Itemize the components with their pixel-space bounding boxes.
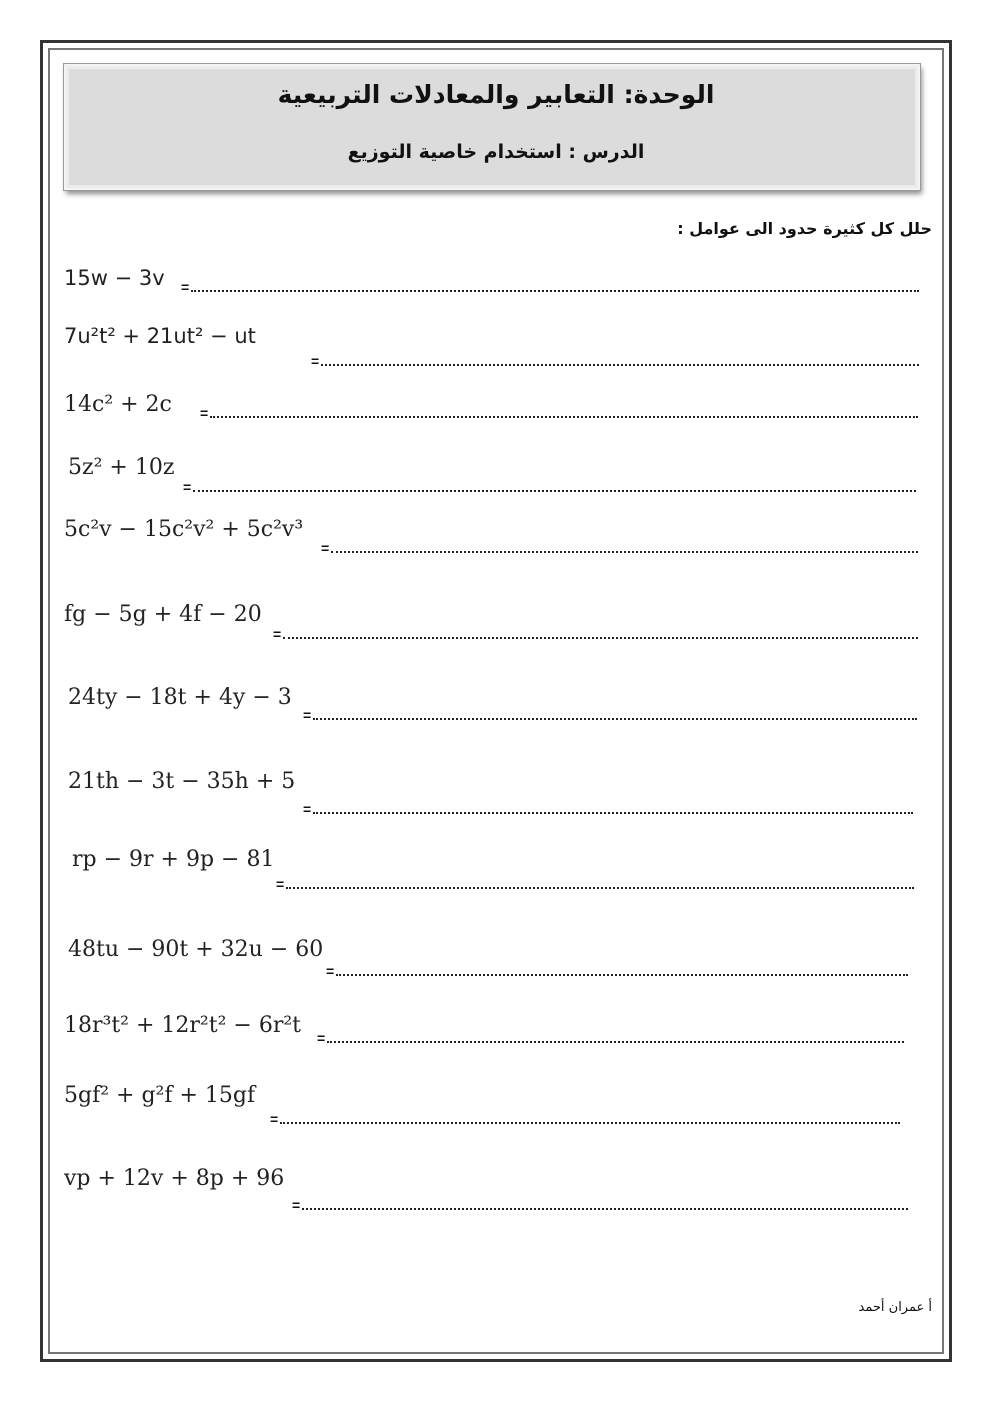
exercise-10-expression: 48tu − 90t + 32u − 60 bbox=[68, 937, 324, 962]
dotted-line bbox=[210, 416, 918, 418]
exercise-9-expression: rp − 9r + 9p − 81 bbox=[72, 847, 275, 872]
dotted-line bbox=[313, 718, 917, 720]
author-name: أ عمران أحمد bbox=[858, 1300, 932, 1315]
exercise-9-answer-line[interactable] bbox=[276, 873, 914, 895]
dotted-line bbox=[327, 1041, 904, 1043]
exercise-13-answer-line[interactable] bbox=[292, 1194, 908, 1216]
equals-sign: = bbox=[317, 1030, 326, 1046]
equals-sign: = bbox=[276, 876, 285, 892]
exercise-4-expression: 5z² + 10z bbox=[68, 455, 175, 480]
exercise-6-answer-line[interactable] bbox=[273, 623, 918, 645]
equals-sign: = bbox=[200, 405, 209, 421]
equals-sign: = bbox=[270, 1111, 279, 1127]
equals-sign: = bbox=[326, 963, 335, 979]
dotted-line bbox=[302, 1208, 908, 1210]
equals-sign: = bbox=[321, 540, 330, 556]
dotted-line bbox=[191, 290, 919, 292]
exercise-6-expression: fg − 5g + 4f − 20 bbox=[64, 602, 262, 627]
equals-sign: = bbox=[183, 479, 192, 495]
exercise-10-answer-line[interactable] bbox=[326, 960, 908, 982]
dotted-line bbox=[280, 1122, 900, 1124]
exercise-12-expression: 5gf² + g²f + 15gf bbox=[64, 1083, 256, 1108]
dotted-line bbox=[336, 974, 908, 976]
exercise-1-answer-line[interactable] bbox=[181, 276, 919, 298]
equals-sign: = bbox=[303, 801, 312, 817]
exercise-4-answer-line[interactable] bbox=[183, 476, 916, 498]
exercise-5-answer-line[interactable] bbox=[321, 537, 918, 559]
instruction-text: حلل كل كثيرة حدود الى عوامل : bbox=[677, 219, 932, 238]
exercise-8-expression: 21th − 3t − 35h + 5 bbox=[68, 769, 296, 794]
exercise-5-expression: 5c²v − 15c²v² + 5c²v³ bbox=[64, 517, 304, 542]
exercise-11-answer-line[interactable] bbox=[317, 1027, 904, 1049]
dotted-line bbox=[321, 364, 919, 366]
exercise-12-answer-line[interactable] bbox=[270, 1108, 900, 1130]
exercise-8-answer-line[interactable] bbox=[303, 798, 913, 820]
exercise-3-answer-line[interactable] bbox=[200, 402, 918, 424]
equals-sign: = bbox=[181, 279, 190, 295]
unit-title: الوحدة: التعابير والمعادلات التربيعية bbox=[277, 80, 715, 109]
lesson-title: الدرس : استخدام خاصية التوزيع bbox=[347, 141, 645, 163]
exercise-7-answer-line[interactable] bbox=[303, 704, 917, 726]
dotted-line bbox=[283, 637, 918, 639]
dotted-line bbox=[286, 887, 914, 889]
exercise-1-expression: 15w − 3v bbox=[64, 266, 165, 290]
dotted-line bbox=[193, 490, 916, 492]
exercise-7-expression: 24ty − 18t + 4y − 3 bbox=[68, 685, 292, 710]
exercise-13-expression: vp + 12v + 8p + 96 bbox=[64, 1166, 285, 1191]
exercise-11-expression: 18r³t² + 12r²t² − 6r²t bbox=[64, 1013, 301, 1038]
exercise-3-expression: 14c² + 2c bbox=[64, 392, 172, 417]
dotted-line bbox=[331, 551, 918, 553]
exercise-2-expression: 7u²t² + 21ut² − ut bbox=[64, 324, 256, 348]
equals-sign: = bbox=[273, 626, 282, 642]
equals-sign: = bbox=[303, 707, 312, 723]
equals-sign: = bbox=[292, 1197, 301, 1213]
equals-sign: = bbox=[311, 353, 320, 369]
dotted-line bbox=[313, 812, 913, 814]
exercise-2-answer-line[interactable] bbox=[311, 350, 919, 372]
